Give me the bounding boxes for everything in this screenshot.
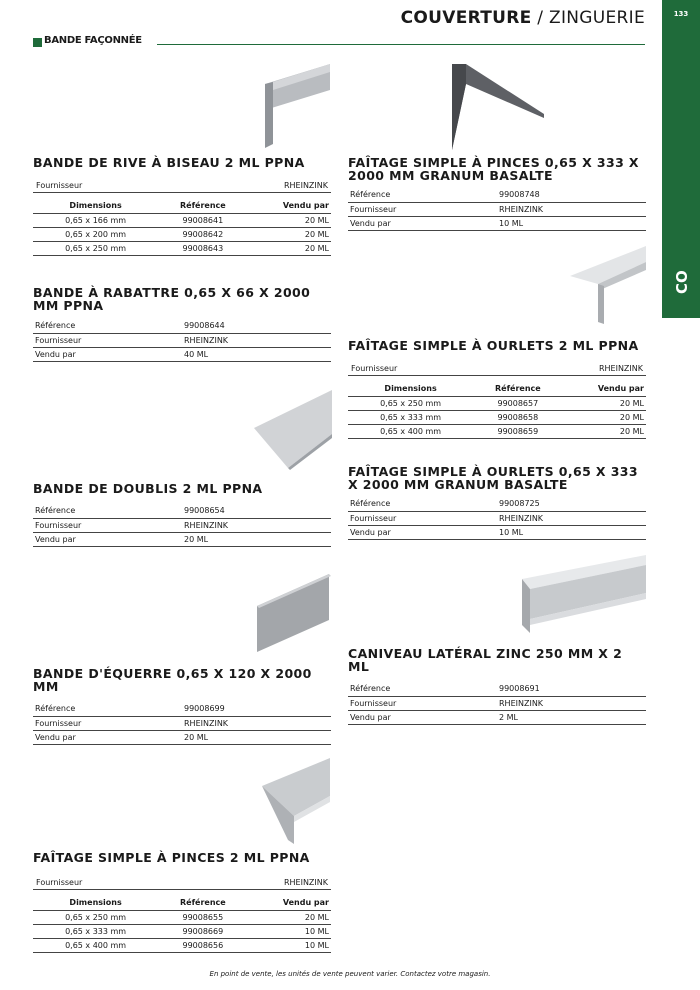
product-title: BANDE DE RIVE À BISEAU 2 ML PPNA	[33, 155, 305, 170]
product-title: FAÎTAGE SIMPLE À PINCES 0,65 X 333 X 2000 MM GRANUM BASALTE	[348, 155, 639, 183]
product-title: FAÎTAGE SIMPLE À OURLETS 2 ML PPNA	[348, 338, 639, 353]
header-dimensions: Dimensions	[33, 199, 158, 213]
label-fournisseur: Fournisseur	[350, 513, 397, 523]
cell-dimension: 0,65 x 250 mm	[33, 910, 158, 924]
side-code: CO	[673, 270, 691, 294]
table-row	[33, 227, 331, 241]
value-fournisseur: RHEINZINK	[499, 698, 544, 708]
spec-table	[348, 188, 646, 231]
product-bande-equerre	[33, 667, 331, 745]
label-vendu-par: Vendu par	[35, 732, 76, 742]
header-vendu-par: Vendu par	[563, 382, 646, 396]
cell-reference: 99008641	[158, 213, 247, 227]
cell-vendu-par: 20 ML	[563, 424, 646, 438]
spec-table	[348, 497, 646, 540]
cell-vendu-par: 20 ML	[563, 396, 646, 410]
table-row	[348, 424, 646, 438]
cell-dimension: 0,65 x 250 mm	[348, 396, 473, 410]
header-title-thin: / ZINGUERIE	[537, 8, 645, 28]
product-faitage-ourlets-basalte	[348, 465, 646, 540]
product-faitage-ourlets	[348, 339, 646, 439]
value-vendu-par: 20 ML	[184, 534, 209, 544]
bande-equerre-image	[255, 572, 333, 656]
cell-dimension: 0,65 x 200 mm	[33, 227, 158, 241]
table-row	[33, 241, 331, 255]
cell-vendu-par: 20 ML	[248, 213, 331, 227]
label-reference: Référence	[350, 499, 391, 509]
section-square-icon	[33, 38, 42, 47]
supplier-row	[33, 179, 331, 193]
value-reference: 99008691	[499, 684, 540, 694]
header-vendu-par: Vendu par	[248, 199, 331, 213]
section-bar	[33, 36, 645, 48]
supplier-label: Fournisseur	[36, 181, 83, 190]
product-title: BANDE D'ÉQUERRE 0,65 X 120 X 2000 MM	[33, 666, 312, 694]
cell-dimension: 0,65 x 250 mm	[33, 241, 158, 255]
supplier-row	[348, 362, 646, 376]
bande-rive-image	[255, 62, 335, 150]
faitage-pinces-image	[258, 756, 332, 846]
cell-dimension: 0,65 x 333 mm	[348, 410, 473, 424]
cell-vendu-par: 20 ML	[248, 910, 331, 924]
label-reference: Référence	[35, 506, 76, 516]
cell-dimension: 0,65 x 400 mm	[348, 424, 473, 438]
product-caniveau	[348, 647, 646, 725]
section-label: BANDE FAÇONNÉE	[44, 35, 142, 46]
value-reference: 99008725	[499, 499, 540, 509]
product-title: FAÎTAGE SIMPLE À OURLETS 0,65 X 333 X 2000 MM GRANUM BASALTE	[348, 464, 639, 492]
header-reference: Référence	[473, 382, 562, 396]
table-row	[33, 213, 331, 227]
header-vendu-par: Vendu par	[248, 896, 331, 910]
spec-table	[33, 199, 331, 256]
label-reference: Référence	[35, 321, 76, 331]
value-fournisseur: RHEINZINK	[499, 513, 544, 523]
label-vendu-par: Vendu par	[35, 349, 76, 359]
page-tab	[662, 0, 700, 318]
bande-doublis-image	[252, 388, 334, 472]
value-fournisseur: RHEINZINK	[184, 718, 229, 728]
value-fournisseur: RHEINZINK	[499, 204, 544, 214]
table-row	[33, 938, 331, 952]
spec-table	[348, 382, 646, 439]
header-title	[401, 8, 645, 28]
product-bande-doublis	[33, 482, 331, 547]
faitage-ourlets-image	[568, 244, 648, 326]
value-vendu-par: 20 ML	[184, 732, 209, 742]
spec-table	[33, 504, 331, 547]
footer-note: En point de vente, les unités de vente peuvent varier. Contactez votre magasin.	[209, 970, 491, 978]
product-bande-rabattre	[33, 286, 331, 362]
product-title: BANDE DE DOUBLIS 2 ML PPNA	[33, 481, 263, 496]
value-fournisseur: RHEINZINK	[184, 335, 229, 345]
cell-vendu-par: 20 ML	[563, 410, 646, 424]
label-reference: Référence	[35, 704, 76, 714]
supplier-value: RHEINZINK	[598, 364, 643, 373]
spec-table	[33, 702, 331, 745]
value-vendu-par: 10 ML	[499, 527, 524, 537]
supplier-label: Fournisseur	[36, 878, 83, 887]
value-reference: 99008644	[184, 321, 225, 331]
spec-table	[33, 319, 331, 362]
label-vendu-par: Vendu par	[350, 218, 391, 228]
table-row	[348, 410, 646, 424]
header-dimensions: Dimensions	[348, 382, 473, 396]
cell-reference: 99008642	[158, 227, 247, 241]
header-title-bold: COUVERTURE	[400, 8, 532, 28]
cell-reference: 99008659	[473, 424, 562, 438]
header-dimensions: Dimensions	[33, 896, 158, 910]
product-title: FAÎTAGE SIMPLE À PINCES 2 ML PPNA	[33, 850, 310, 865]
cell-reference: 99008657	[473, 396, 562, 410]
product-faitage-pinces-basalte	[348, 156, 646, 231]
cell-reference: 99008655	[158, 910, 247, 924]
header-reference: Référence	[158, 199, 247, 213]
label-reference: Référence	[350, 684, 391, 694]
value-reference: 99008699	[184, 704, 225, 714]
table-row	[33, 910, 331, 924]
cell-dimension: 0,65 x 333 mm	[33, 924, 158, 938]
cell-reference: 99008669	[158, 924, 247, 938]
supplier-value: RHEINZINK	[283, 878, 328, 887]
cell-vendu-par: 20 ML	[248, 241, 331, 255]
table-row	[348, 396, 646, 410]
value-reference: 99008654	[184, 506, 225, 516]
spec-table	[33, 896, 331, 953]
label-reference: Référence	[350, 190, 391, 200]
cell-reference: 99008656	[158, 938, 247, 952]
label-vendu-par: Vendu par	[350, 527, 391, 537]
label-fournisseur: Fournisseur	[35, 718, 82, 728]
header-reference: Référence	[158, 896, 247, 910]
label-vendu-par: Vendu par	[350, 712, 391, 722]
value-vendu-par: 2 ML	[499, 712, 518, 722]
supplier-label: Fournisseur	[351, 364, 398, 373]
product-bande-rive	[33, 156, 331, 256]
value-reference: 99008748	[499, 190, 540, 200]
label-fournisseur: Fournisseur	[350, 698, 397, 708]
cell-dimension: 0,65 x 166 mm	[33, 213, 158, 227]
cell-dimension: 0,65 x 400 mm	[33, 938, 158, 952]
faitage-basalte-image	[448, 62, 546, 152]
supplier-row	[33, 876, 331, 890]
value-vendu-par: 10 ML	[499, 218, 524, 228]
value-fournisseur: RHEINZINK	[184, 520, 229, 530]
supplier-value: RHEINZINK	[283, 181, 328, 190]
label-fournisseur: Fournisseur	[35, 335, 82, 345]
label-vendu-par: Vendu par	[35, 534, 76, 544]
product-faitage-pinces	[33, 851, 331, 953]
spec-table	[348, 682, 646, 725]
value-vendu-par: 40 ML	[184, 349, 209, 359]
cell-reference: 99008643	[158, 241, 247, 255]
cell-vendu-par: 10 ML	[248, 938, 331, 952]
caniveau-image	[520, 553, 648, 635]
product-title: BANDE À RABATTRE 0,65 X 66 X 2000 MM PPNA	[33, 285, 311, 313]
cell-vendu-par: 10 ML	[248, 924, 331, 938]
label-fournisseur: Fournisseur	[35, 520, 82, 530]
table-row	[33, 924, 331, 938]
label-fournisseur: Fournisseur	[350, 204, 397, 214]
page-number: 133	[673, 10, 689, 18]
product-title: CANIVEAU LATÉRAL ZINC 250 MM X 2 ML	[348, 646, 623, 674]
section-divider	[157, 44, 645, 45]
cell-vendu-par: 20 ML	[248, 227, 331, 241]
cell-reference: 99008658	[473, 410, 562, 424]
